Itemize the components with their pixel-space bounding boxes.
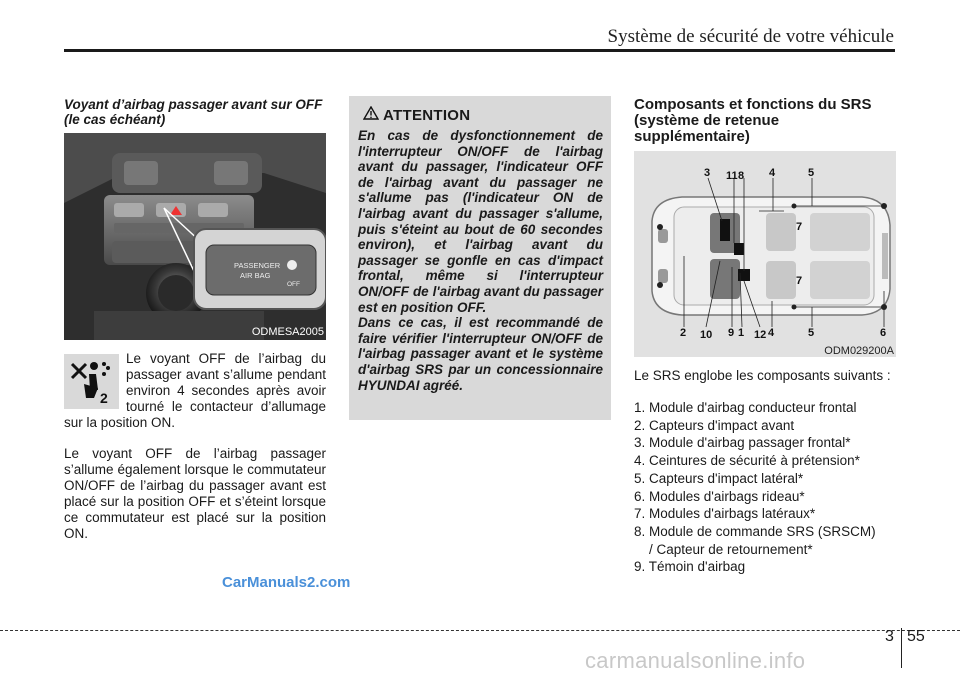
photo-label-passenger: PASSENGER xyxy=(234,261,281,270)
paragraph-off-light-startup xyxy=(64,351,326,431)
diagram-label: 4 xyxy=(768,327,775,339)
dashboard-photo xyxy=(64,133,326,340)
attention-text-2: Dans ce cas, il est recommandé de faire vérifier l'interrupteur ON/OFF de l'airbag passager avant et le système d'airbag SRS par un concessionnaire HYUNDAI agréé. xyxy=(358,315,603,393)
diagram-label: 1 xyxy=(738,327,745,339)
diagram-label: 4 xyxy=(769,167,776,179)
section-subtitle: Voyant d’airbag passager avant sur OFF (le cas échéant) xyxy=(64,97,323,127)
diagram-label: 12 xyxy=(754,329,767,341)
vehicle-topview-illustration xyxy=(634,151,896,357)
list-item: 2. Capteurs d'impact avant xyxy=(634,417,795,433)
header-rule xyxy=(64,49,895,52)
diagram-image-code: ODM029200A xyxy=(824,345,894,357)
footer-rule xyxy=(0,630,960,631)
paragraph-off-light-startup-text: Le voyant OFF de l’airbag du passager avant s’allume pendant environ 4 secondes après avoir tourné le contacteur d’allumage sur la position ON. xyxy=(64,351,326,430)
diagram-label: 5 xyxy=(808,167,815,179)
diagram-label: 5 xyxy=(808,327,815,339)
srs-intro: Le SRS englobe les composants suivants : xyxy=(634,368,891,383)
list-item: 1. Module d'airbag conducteur frontal xyxy=(634,400,857,415)
diagram-label: 10 xyxy=(700,329,713,341)
srs-component-diagram xyxy=(634,151,896,357)
list-item: 9. Témoin d'airbag xyxy=(634,559,746,575)
list-item: 6. Modules d'airbags rideau* xyxy=(634,488,805,504)
list-item: 4. Ceintures de sécurité à prétension* xyxy=(634,453,860,469)
list-item-continuation: / Capteur de retournement* xyxy=(649,541,813,557)
list-item-text: 8. Module de commande SRS (SRSCM) xyxy=(634,523,876,539)
diagram-label: 7 xyxy=(796,275,803,287)
srs-section-heading: Composants et fonctions du SRS (système de retenue supplémentaire) xyxy=(634,96,872,145)
diagram-label: 6 xyxy=(880,327,887,339)
footer-divider xyxy=(901,628,902,668)
paragraph-off-light-switch: Le voyant OFF de l’airbag passager s’allume également lorsque le commutateur ON/OFF de l’airbag du passager avant est placé sur la position OFF et s’éteint lorsque ce commutateur est placé sur la position ON. xyxy=(64,446,326,541)
list-item: 3. Module d'airbag passager frontal* xyxy=(634,435,851,451)
diagram-label: 7 xyxy=(796,221,803,233)
list-item xyxy=(634,523,896,558)
dashboard-illustration xyxy=(64,133,326,340)
photo-image-code: ODMESA2005 xyxy=(251,326,324,338)
warning-triangle-icon xyxy=(363,106,379,120)
photo-label-airbag: AIR BAG xyxy=(240,271,271,280)
attention-text-1: En cas de dysfonctionnement de l'interrupteur ON/OFF de l'airbag avant du passager, l'indicateur OFF de l'airbag avant du passager ne s'allume pas (l'indicateur ON de l'airbag avant du passager s'allume, puis s'éteint au bout de 60 secondes environ), et l'airbag avant du passager se gonfle en cas d'impact frontal, même si l'interrupteur ON/OFF de l'airbag avant du passager est en position OFF. xyxy=(358,128,603,315)
diagram-label: 11 xyxy=(726,170,738,182)
watermark-link[interactable]: CarManuals2.com xyxy=(222,574,351,591)
list-item: 7. Modules d'airbags latéraux* xyxy=(634,506,816,522)
srs-component-list xyxy=(634,399,896,576)
diagram-label: 3 xyxy=(704,167,711,179)
diagram-label: 9 xyxy=(728,327,735,339)
footer-section-number: 3 xyxy=(885,628,894,645)
icon-number: 2 xyxy=(100,390,108,406)
diagram-label: 8 xyxy=(738,170,745,182)
footer-page-number: 55 xyxy=(907,628,925,645)
attention-text xyxy=(358,128,603,393)
photo-label-off: OFF xyxy=(287,281,300,288)
attention-heading: ATTENTION xyxy=(383,107,471,124)
page-header-title: Système de sécurité de votre véhicule xyxy=(607,26,894,47)
list-item: 5. Capteurs d'impact latéral* xyxy=(634,470,804,486)
site-watermark: carmanualsonline.info xyxy=(585,648,806,673)
diagram-label: 2 xyxy=(680,327,687,339)
